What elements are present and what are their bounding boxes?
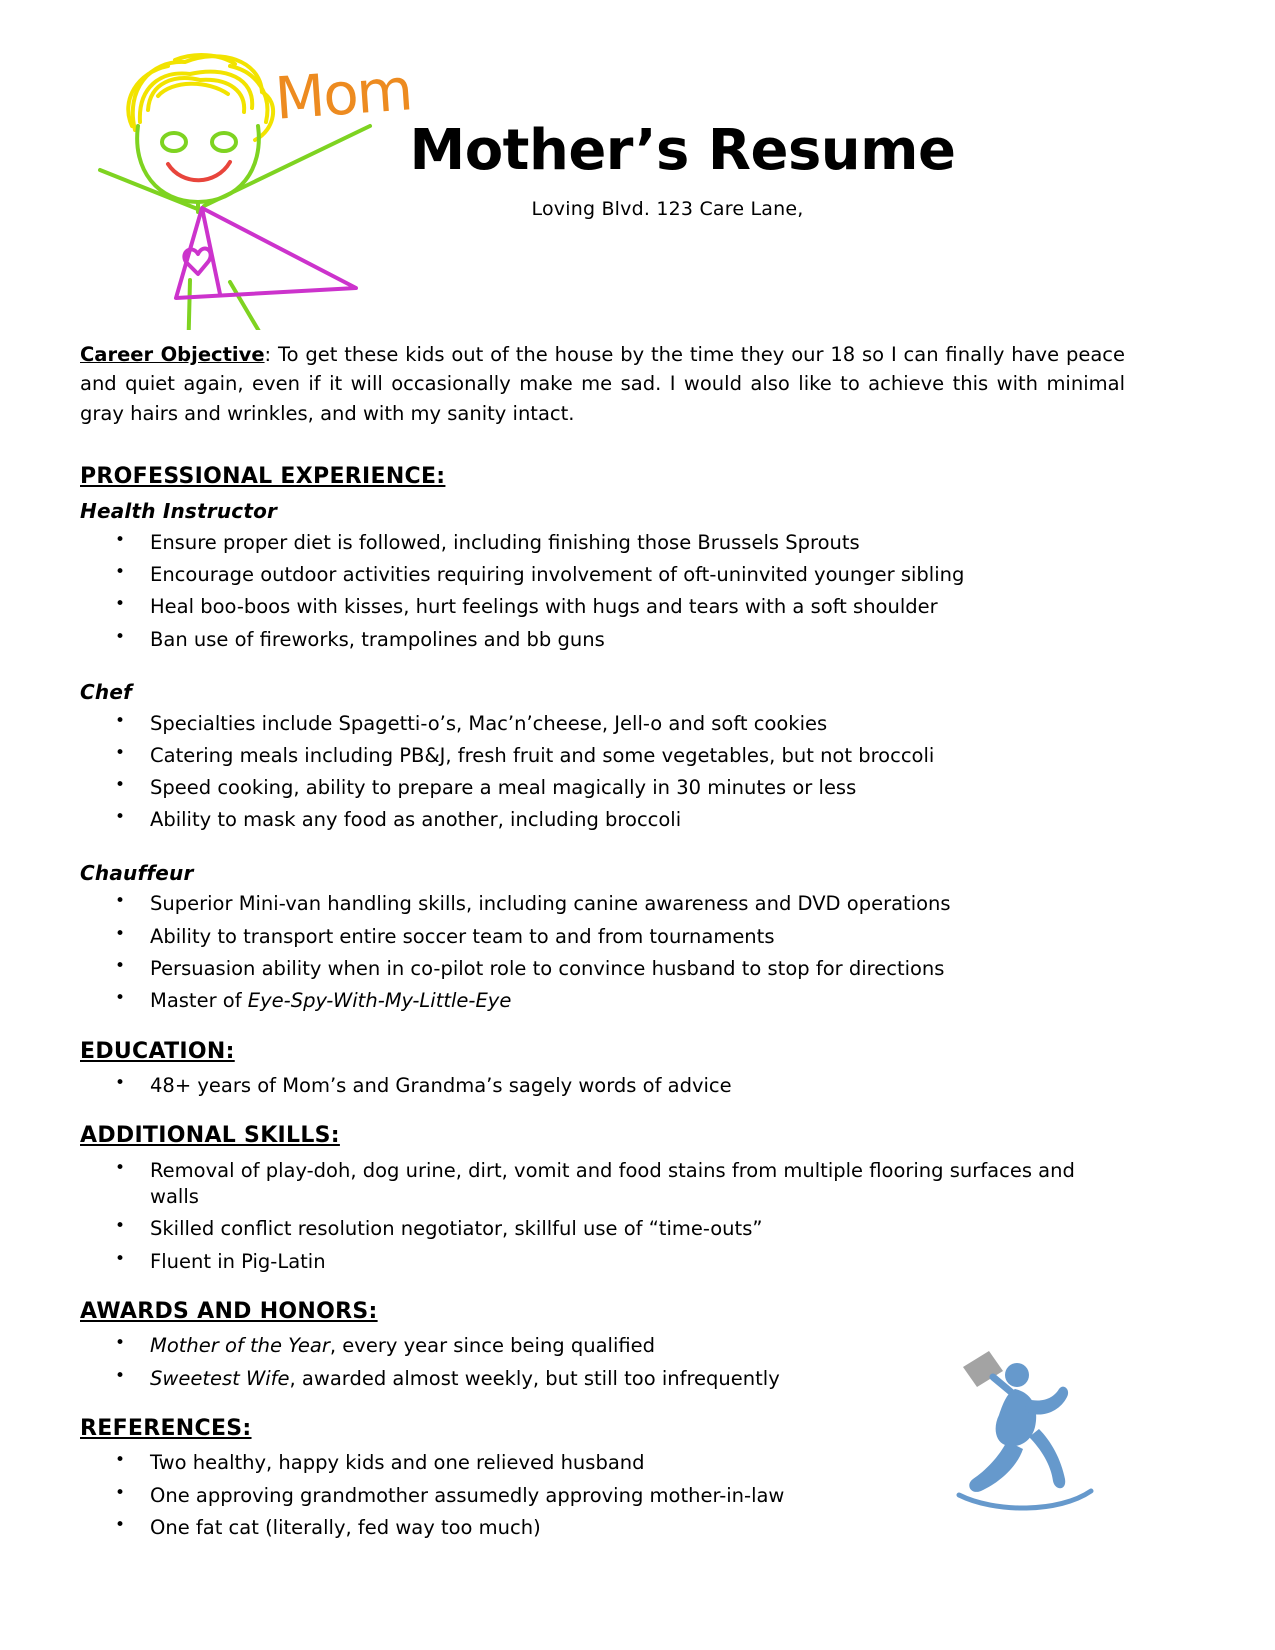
section-heading: AWARDS AND HONORS: — [80, 1298, 378, 1324]
job-chauffeur — [80, 860, 1125, 1015]
section-heading: REFERENCES: — [80, 1415, 252, 1441]
list-item: • Superior Mini-van handling skills, including canine awareness and DVD operations — [80, 891, 1125, 917]
section-professional-experience — [80, 462, 1125, 1015]
job-bullet-list — [80, 530, 1125, 653]
list-item: • One approving grandmother assumedly approving mother-in-law — [80, 1483, 1125, 1509]
list-item: • Ability to mask any food as another, including broccoli — [80, 807, 1125, 833]
job-bullet-list — [80, 891, 1125, 1014]
figure-arm-shape — [1025, 1387, 1068, 1415]
career-objective-label: Career Objective — [80, 343, 265, 366]
figure-back-leg-shape — [969, 1441, 1023, 1492]
section-education — [80, 1037, 1125, 1100]
list-item: • Heal boo-boos with kisses, hurt feelings with hugs and tears with a soft shoulder — [80, 594, 1125, 620]
list-item: • Speed cooking, ability to prepare a meal magically in 30 minutes or less — [80, 775, 1125, 801]
list-item-emphasis: Eye-Spy-With-My-Little-Eye — [247, 989, 512, 1013]
section-heading: EDUCATION: — [80, 1038, 235, 1064]
education-bullet-list — [80, 1073, 1125, 1099]
section-heading: ADDITIONAL SKILLS: — [80, 1123, 340, 1149]
career-objective-text: To get these kids out of the house by the time they our 18 so I can finally have peace and quiet again, even if it will occasionally make me sad. I would also like to achieve this with minimal gray hairs and wrinkles, and with my sanity intact. — [80, 343, 1125, 425]
list-item: • Ensure proper diet is followed, including finishing those Brussels Sprouts — [80, 530, 1125, 556]
figure-head-shape — [1005, 1363, 1029, 1387]
running-figure-logo — [955, 1345, 1095, 1515]
list-item: • Persuasion ability when in co-pilot role to convince husband to stop for directions — [80, 956, 1125, 982]
list-item-text-prefix: Master of — [150, 989, 248, 1013]
list-item: • Specialties include Spagetti-o’s, Mac’n’cheese, Jell-o and soft cookies — [80, 711, 1125, 737]
job-title: Health Instructor — [80, 499, 278, 524]
list-item: • Skilled conflict resolution negotiator, skillful use of “time-outs” — [80, 1216, 1125, 1242]
list-item-text-suffix: , awarded almost weekly, but still too infrequently — [289, 1366, 780, 1390]
job-title: Chauffeur — [80, 860, 194, 885]
job-bullet-list — [80, 711, 1125, 834]
career-objective-paragraph — [80, 340, 1125, 428]
list-item: • Fluent in Pig-Latin — [80, 1249, 1125, 1275]
list-item: • Ability to transport entire soccer team to and from tournaments — [80, 924, 1125, 950]
list-item-emphasis: Mother of the Year — [150, 1334, 330, 1358]
list-item-emphasis: Sweetest Wife — [150, 1366, 290, 1390]
page-title: Mother’s Resume — [409, 118, 956, 183]
list-item — [80, 988, 1125, 1014]
list-item: • Two healthy, happy kids and one relieved husband — [80, 1450, 1125, 1476]
list-item: • One fat cat (literally, fed way too much) — [80, 1515, 1125, 1541]
career-objective-separator: : — [264, 343, 278, 366]
list-item: • Encourage outdoor activities requiring involvement of oft-uninvited younger sibling — [80, 562, 1125, 588]
figure-front-leg-shape — [1029, 1429, 1065, 1488]
address-line: Loving Blvd. 123 Care Lane, — [531, 197, 804, 220]
logo-swoosh-shape — [959, 1491, 1091, 1508]
list-item: • Removal of play-doh, dog urine, dirt, vomit and food stains from multiple flooring surfaces and walls — [80, 1158, 1125, 1211]
job-title: Chef — [80, 679, 132, 704]
job-health-instructor — [80, 498, 1125, 653]
document-header — [0, 120, 1275, 220]
list-item: • Catering meals including PB&J, fresh fruit and some vegetables, but not broccoli — [80, 743, 1125, 769]
list-item: • Ban use of fireworks, trampolines and bb guns — [80, 627, 1125, 653]
list-item-text-suffix: , every year since being qualified — [329, 1334, 656, 1358]
job-chef — [80, 679, 1125, 834]
skills-bullet-list — [80, 1158, 1125, 1275]
section-heading: PROFESSIONAL EXPERIENCE: — [80, 463, 446, 489]
list-item: • 48+ years of Mom’s and Grandma’s sagely words of advice — [80, 1073, 1125, 1099]
section-additional-skills — [80, 1121, 1125, 1275]
doodle-word-mom: Mom — [272, 55, 414, 133]
running-figure-icon — [955, 1345, 1095, 1515]
